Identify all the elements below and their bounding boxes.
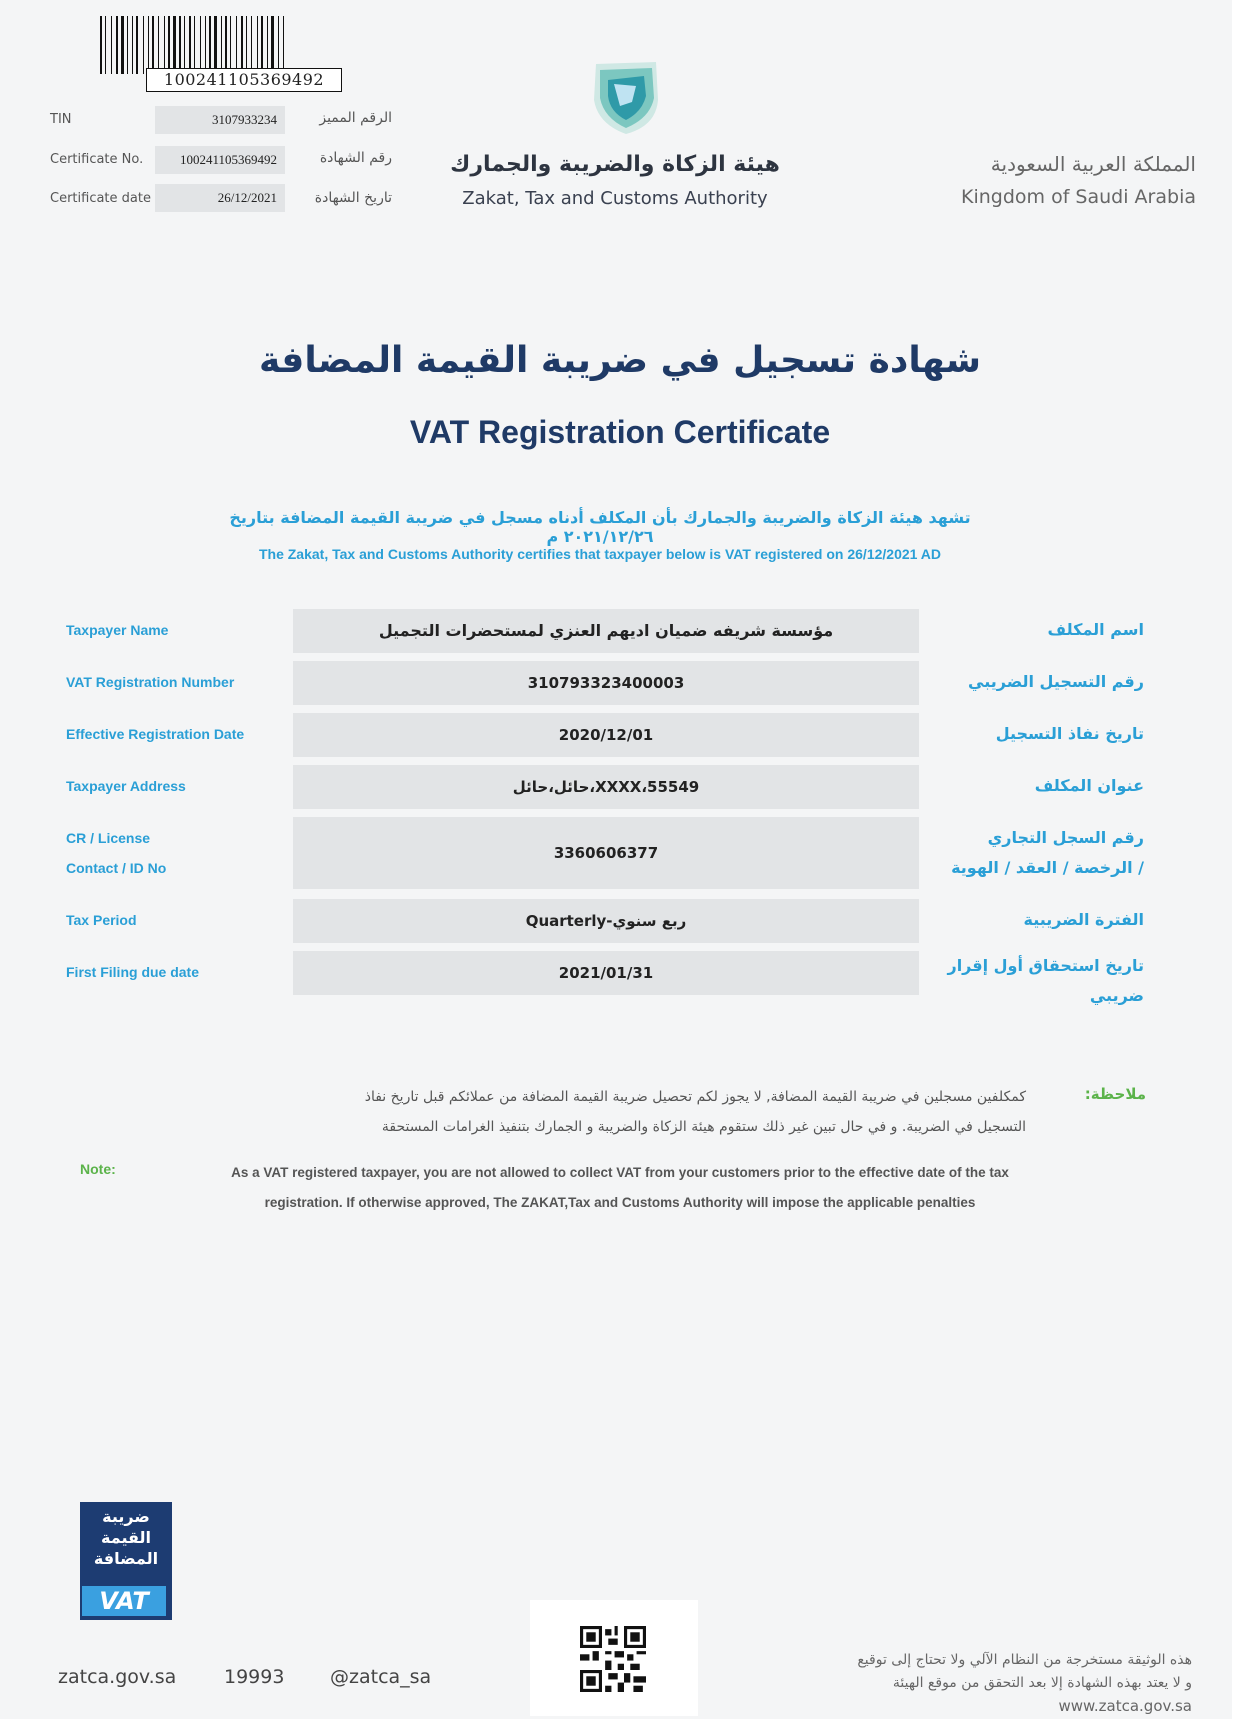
vat-number-value: 310793323400003 [293, 661, 919, 705]
title-en: VAT Registration Certificate [409, 414, 831, 450]
certify-statement-en: The Zakat, Tax and Customs Authority certifies that taxpayer below is VAT registered on 26/12/2021 AD [258, 546, 942, 562]
note-text-ar-line-1: كمكلفين مسجلين في ضريبة القيمة المضافة, لا يجوز لكم تحصيل ضريبة القيمة المضافة من عملائكم قبل تاريخ نفاذ [364, 1089, 1026, 1105]
footer-disclaimer-ar-1: هذه الوثيقة مستخرجة من النظام الآلي ولا تحتاج إلى توقيع [857, 1652, 1192, 1668]
tax-period-label: Tax Period [66, 912, 137, 928]
taxpayer-name-label: Taxpayer Name [66, 622, 169, 638]
barcode [100, 16, 340, 90]
barcode-bar [225, 16, 227, 74]
barcode-bar [221, 16, 222, 74]
certificate-no-label: Certificate No. [50, 152, 144, 167]
tin-value: 3107933234 [155, 106, 285, 134]
certificate-date-label-ar: تاريخ الشهادة [314, 190, 392, 206]
barcode-bar [164, 16, 165, 74]
effective-date-label-ar: تاريخ نفاذ التسجيل [995, 724, 1144, 743]
vat-logo-badge: VAT [82, 1586, 166, 1616]
barcode-bar [100, 16, 102, 74]
note-text-en-line-1: As a VAT registered taxpayer, you are not allowed to collect VAT from your customers prior to the effective date of the tax [231, 1165, 1009, 1180]
qr-code-box [530, 1600, 698, 1716]
barcode-bar [236, 16, 237, 74]
effective-date-value: 2020/12/01 [293, 713, 919, 757]
note-text-ar-line-2: التسجيل في الضريبة. و في حال تبين غير ذلك ستقوم هيئة الزكاة والضريبة و الجمارك بتنفيذ الغرامات المستحقة [381, 1119, 1026, 1135]
barcode-bar [173, 16, 176, 74]
barcode-bar [168, 16, 170, 74]
footer-website[interactable]: zatca.gov.sa [58, 1666, 177, 1688]
taxpayer-name-value: مؤسسة شريفه ضميان اديهم العنزي لمستحضرات التجميل [293, 609, 919, 653]
zatca-logo-icon [586, 56, 666, 136]
contact-id-label: Contact / ID No [66, 860, 167, 876]
note-label-ar: ملاحظة: [1084, 1085, 1146, 1103]
authority-name-ar: هيئة الزكاة والضريبة والجمارك [450, 152, 780, 177]
barcode-bar [116, 16, 118, 74]
barcode-bar [136, 16, 138, 74]
barcode-bar [241, 16, 243, 74]
barcode-bar [132, 16, 133, 74]
barcode-bar [271, 16, 274, 74]
footer-url[interactable]: www.zatca.gov.sa [1058, 1697, 1192, 1715]
kingdom-name-ar: المملكة العربية السعودية [990, 152, 1196, 176]
barcode-bars [100, 16, 340, 74]
barcode-bar [267, 16, 268, 74]
footer-handle[interactable]: @zatca_sa [330, 1666, 432, 1688]
kingdom-name-en: Kingdom of Saudi Arabia [961, 186, 1196, 208]
barcode-bar [214, 16, 217, 74]
barcode-bar [158, 16, 159, 74]
tax-period-label-ar: الفترة الضريبية [1023, 910, 1144, 929]
cr-license-value: 3360606377 [293, 817, 919, 889]
barcode-bar [200, 16, 201, 74]
barcode-bar [121, 16, 124, 74]
note-text-en [170, 1158, 1070, 1218]
barcode-bar [261, 16, 263, 74]
vat-logo-line-3: المضافة [93, 1549, 159, 1568]
authority-name-en: Zakat, Tax and Customs Authority [462, 188, 768, 209]
certificate-no-value: 100241105369492 [155, 146, 285, 174]
vat-logo-line-1: ضريبة [102, 1507, 150, 1526]
vat-number-label-ar: رقم التسجيل الضريبي [968, 672, 1144, 691]
barcode-bar [105, 16, 106, 74]
note-text-ar [200, 1082, 1026, 1142]
barcode-bar [230, 16, 231, 74]
barcode-bar [148, 16, 149, 74]
barcode-bar [189, 16, 191, 74]
barcode-bar [278, 16, 279, 74]
tin-label: TIN [50, 112, 72, 127]
taxpayer-name-label-ar: اسم المكلف [1047, 620, 1144, 639]
effective-date-label: Effective Registration Date [66, 726, 245, 742]
first-filing-label-ar: تاريخ استحقاق أول إقرار [947, 956, 1144, 975]
barcode-bar [205, 16, 206, 74]
taxpayer-address-label-ar: عنوان المكلف [1034, 776, 1144, 795]
barcode-number: 100241105369492 [146, 68, 342, 92]
barcode-bar [111, 16, 112, 74]
barcode-bar [283, 16, 284, 74]
vat-logo [80, 1502, 172, 1620]
contact-id-label-ar: / الرخصة / العقد / الهوية [951, 858, 1144, 877]
vat-number-label: VAT Registration Number [66, 674, 235, 690]
vat-logo-ar-text [80, 1506, 172, 1569]
note-label-en: Note: [80, 1161, 116, 1177]
cr-license-label-ar: رقم السجل التجاري [987, 828, 1144, 847]
barcode-bar [127, 16, 128, 74]
taxpayer-address-label: Taxpayer Address [66, 778, 186, 794]
barcode-bar [251, 16, 252, 74]
barcode-bar [143, 16, 144, 74]
certificate-no-label-ar: رقم الشهادة [319, 150, 392, 166]
barcode-bar [209, 16, 211, 74]
cr-license-label: CR / License [66, 830, 151, 846]
certificate-date-label: Certificate date [50, 191, 151, 206]
certify-statement-ar: تشهد هيئة الزكاة والضريبة والجمارك بأن المكلف أدناه مسجل في ضريبة القيمة المضافة بتاريخ ٢٠٢١/١٢/٢٦ م [229, 508, 971, 546]
footer-disclaimer-ar-2: و لا يعتد بهذه الشهادة إلا بعد التحقق من موقع الهيئة [892, 1675, 1192, 1691]
page-edge [1232, 0, 1242, 1719]
barcode-bar [246, 16, 247, 74]
barcode-bar [257, 16, 258, 74]
tin-label-ar: الرقم المميز [319, 110, 392, 126]
qr-code-icon[interactable] [580, 1626, 646, 1692]
barcode-bar [179, 16, 181, 74]
vat-logo-line-2: القيمة [101, 1528, 151, 1547]
taxpayer-address-value: XXXX،55549،حائل،حائل [293, 765, 919, 809]
tax-period-value: Quarterly-ربع سنوي [293, 899, 919, 943]
barcode-bar [184, 16, 185, 74]
first-filing-label-ar-2: ضريبي [1089, 986, 1144, 1005]
footer-phone[interactable]: 19993 [224, 1666, 285, 1688]
first-filing-value: 2021/01/31 [293, 951, 919, 995]
barcode-bar [194, 16, 195, 74]
first-filing-label: First Filing due date [66, 964, 200, 980]
title-ar: شهادة تسجيل في ضريبة القيمة المضافة [258, 340, 982, 381]
certificate-date-value: 26/12/2021 [155, 184, 285, 212]
barcode-bar [152, 16, 154, 74]
note-text-en-line-2: registration. If otherwise approved, The ZAKAT,Tax and Customs Authority will impose the applicable penalties [264, 1195, 976, 1210]
